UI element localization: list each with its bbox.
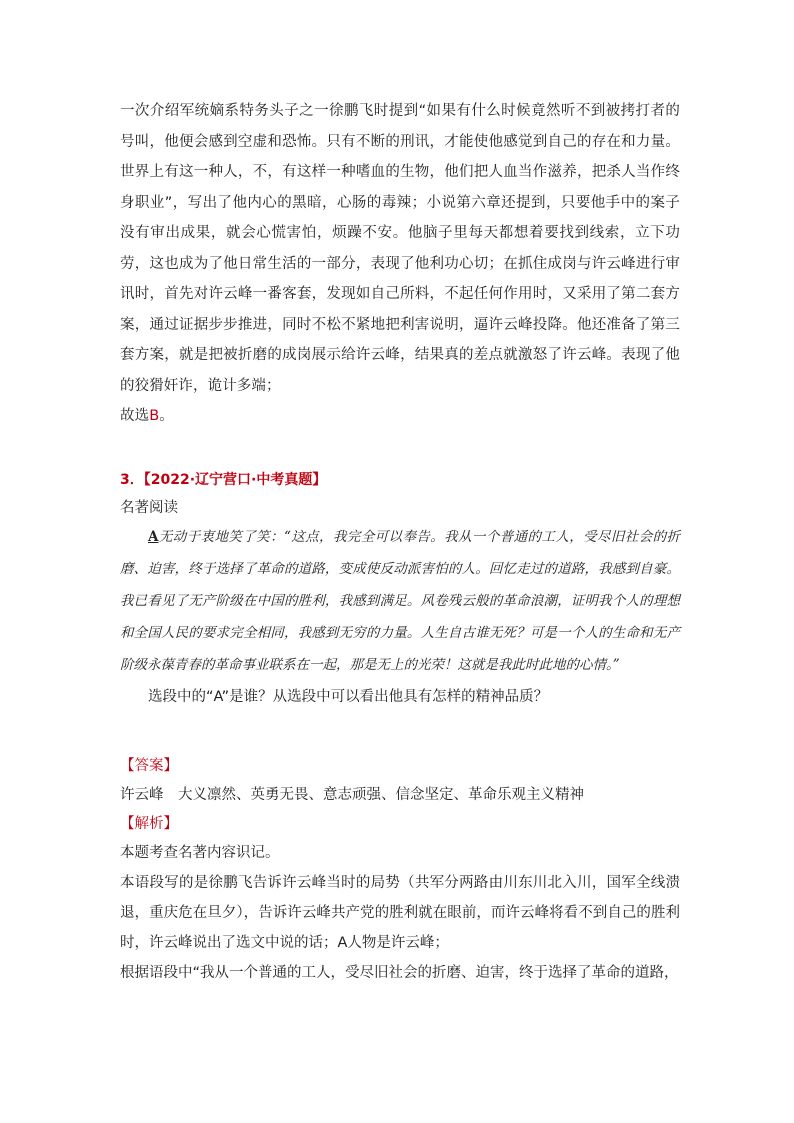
analysis-line-1: 本题考查名著内容识记。 [120, 844, 280, 861]
question-number: 3． [120, 471, 144, 488]
conclusion-line [120, 401, 680, 432]
question-heading [120, 465, 680, 495]
quote-text: 无动于衷地笑了笑：“这点，我完全可以奉告。我从一个普通的工人，受尽旧社会的折磨、迫害，终于选择了革命的道路，变成使反动派害怕的人。回忆走过的道路，我感到自豪。我已看见了无产阶级在中国的胜利，我感到满足。风卷残云般的革命浪潮，证明我个人的理想和全国人民的要求完全相同，我感到无穷的力量。人生自古谁无死？可是一个人的生命和无产阶级永葆青春的革命事业联系在一起，那是无上的光荣！这就是我此时此地的心情。” [120, 528, 680, 673]
answer-tag: 【答案】 [120, 757, 178, 774]
question-type: 名著阅读 [120, 499, 178, 516]
analysis-line-2: 本语段写的是徐鹏飞告诉许云峰当时的局势（共军分两路由川东川北入川，国军全线溃退，重庆危在旦夕），告诉许云峰共产党的胜利就在眼前，而许云峰将看不到自己的胜利时，许云峰说出了选文中说的话；A人物是许云峰； [120, 874, 680, 951]
quote-passage [120, 521, 680, 681]
document-page [120, 96, 680, 988]
question-source: 【2022·辽宁营口·中考真题】 [143, 471, 327, 488]
spacer [120, 432, 680, 465]
analysis-paragraph: 一次介绍军统嫡系特务头子之一徐鹏飞时提到“如果有什么时候竟然听不到被拷打者的号叫，他便会感到空虚和恐怖。只有不断的刑讯，才能使他感觉到自己的存在和力量。世界上有这一种人，不，有这样一种嗜血的生物，他们把人血当作滋养，把杀人当作终身职业”，写出了他内心的黑暗，心肠的毒辣；小说第六章还提到，只要他手中的案子没有审出成果，就会心慌害怕，烦躁不安。他脑子里每天都想着要找到线索，立下功劳，这也成为了他日常生活的一部分，表现了他利功心切；在抓住成岗与许云峰进行审讯时，首先对许云峰一番客套，发现如自己所料，不起任何作用时，又采用了第二套方案，通过证据步步推进，同时不松不紧地把利害说明，逼许云峰投降。他还准备了第三套方案，就是把被折磨的成岗展示给许云峰，结果真的差点就激怒了许云峰。表现了他的狡猾奸诈，诡计多端； [120, 103, 680, 394]
quote-speaker: A [148, 528, 159, 545]
question-text: 选段中的“A”是谁？从选段中可以看出他具有怎样的精神品质？ [148, 688, 549, 705]
analysis-line-3: 根据语段中“我从一个普通的工人，受尽旧社会的折磨、迫害，终于选择了革命的道路， [120, 964, 679, 981]
conclusion-prefix: 故选 [120, 408, 150, 424]
conclusion-answer: B [149, 408, 160, 424]
spacer [120, 713, 680, 752]
answer-text: 许云峰 大义凛然、英勇无畏、意志顽强、信念坚定、革命乐观主义精神 [120, 786, 584, 803]
analysis-tag: 【解析】 [120, 815, 178, 832]
conclusion-suffix: 。 [159, 408, 174, 424]
